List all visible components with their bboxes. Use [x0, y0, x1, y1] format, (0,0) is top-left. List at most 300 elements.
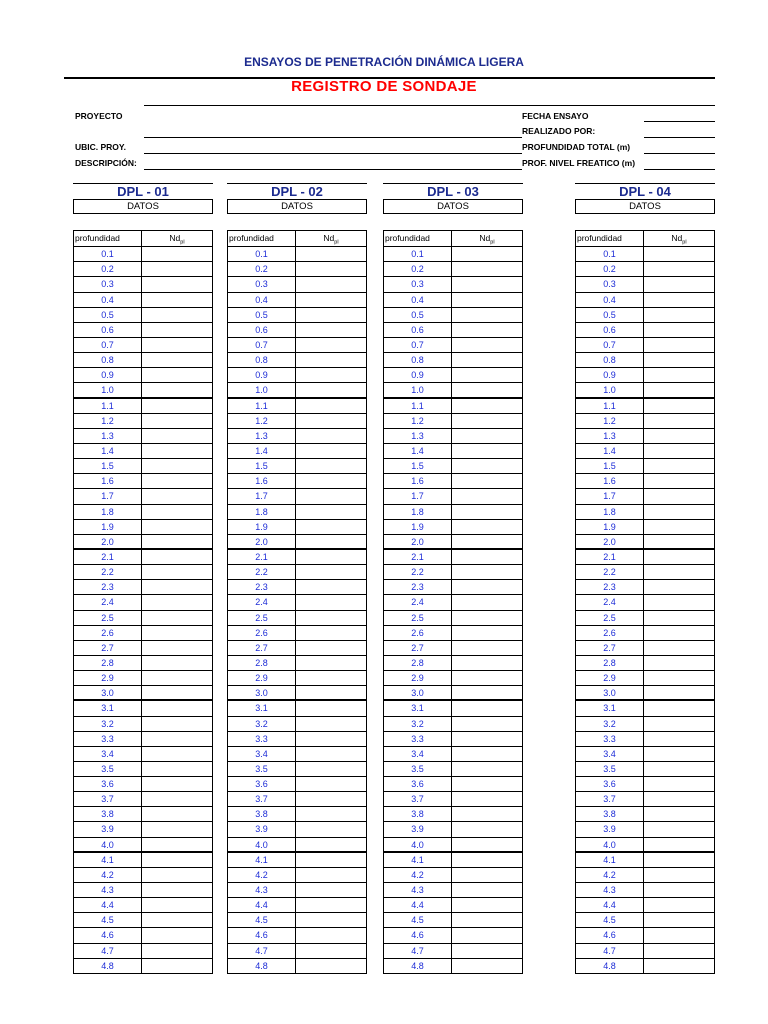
nd-value-cell[interactable]	[452, 883, 522, 897]
nd-value-cell[interactable]	[644, 762, 714, 776]
nd-value-cell[interactable]	[142, 656, 212, 670]
nd-value-cell[interactable]	[452, 293, 522, 307]
nd-value-cell[interactable]	[452, 807, 522, 821]
column-header-profundidad: profundidad	[228, 231, 296, 246]
table-row	[576, 564, 714, 579]
table-row	[576, 776, 714, 791]
panel-title: DPL - 03	[383, 183, 523, 201]
column-header-nd	[142, 231, 212, 246]
depth-cell: 0.4	[576, 293, 644, 307]
table-row	[228, 776, 366, 791]
nd-value-cell[interactable]	[296, 913, 366, 927]
nd-value-cell[interactable]	[644, 611, 714, 625]
nd-value-cell[interactable]	[644, 353, 714, 367]
ubic-proy-field[interactable]	[144, 153, 522, 154]
nd-value-cell[interactable]	[142, 293, 212, 307]
nd-value-cell[interactable]	[296, 444, 366, 458]
nd-value-cell[interactable]	[142, 565, 212, 579]
nd-value-cell[interactable]	[452, 611, 522, 625]
table-row	[228, 352, 366, 367]
nd-value-cell[interactable]	[142, 429, 212, 443]
table-row	[576, 579, 714, 594]
nd-value-cell[interactable]	[452, 535, 522, 548]
panel-title: DPL - 02	[227, 183, 367, 201]
nd-value-cell[interactable]	[644, 944, 714, 958]
nd-value-cell[interactable]	[142, 399, 212, 413]
nd-value-cell[interactable]	[142, 308, 212, 322]
table-row	[228, 670, 366, 685]
nd-value-cell[interactable]	[644, 368, 714, 382]
depth-cell: 3.2	[384, 717, 452, 731]
nd-value-cell[interactable]	[452, 277, 522, 291]
nd-value-cell[interactable]	[452, 520, 522, 534]
nd-value-cell[interactable]	[644, 807, 714, 821]
nd-value-cell[interactable]	[142, 535, 212, 548]
nd-value-cell[interactable]	[644, 489, 714, 503]
nd-value-cell[interactable]	[644, 429, 714, 443]
depth-cell: 1.2	[228, 414, 296, 428]
column-header-nd	[452, 231, 522, 246]
nd-value-cell[interactable]	[452, 565, 522, 579]
table-row	[576, 428, 714, 443]
nd-value-cell[interactable]	[142, 777, 212, 791]
nd-value-cell[interactable]	[142, 717, 212, 731]
table-row	[384, 958, 522, 973]
column-header-nd	[296, 231, 366, 246]
depth-cell: 4.2	[228, 868, 296, 882]
nd-value-cell[interactable]	[142, 550, 212, 564]
nd-value-cell[interactable]	[644, 777, 714, 791]
table-row	[384, 504, 522, 519]
nd-value-cell[interactable]	[296, 792, 366, 806]
nd-value-cell[interactable]	[296, 505, 366, 519]
depth-cell: 1.8	[384, 505, 452, 519]
nd-value-cell[interactable]	[644, 565, 714, 579]
nd-value-cell[interactable]	[296, 762, 366, 776]
nd-value-cell[interactable]	[296, 838, 366, 851]
nd-value-cell[interactable]	[644, 459, 714, 473]
nd-value-cell[interactable]	[296, 747, 366, 761]
nd-value-cell[interactable]	[296, 353, 366, 367]
nd-value-cell[interactable]	[142, 277, 212, 291]
depth-cell: 0.8	[576, 353, 644, 367]
depth-cell: 0.3	[576, 277, 644, 291]
nd-value-cell[interactable]	[452, 383, 522, 396]
depth-cell: 3.1	[228, 701, 296, 715]
nd-value-cell[interactable]	[644, 247, 714, 261]
nd-value-cell[interactable]	[296, 959, 366, 973]
table-row	[576, 413, 714, 428]
table-row	[576, 443, 714, 458]
table-row	[228, 867, 366, 882]
nd-value-cell[interactable]	[452, 732, 522, 746]
nd-value-cell[interactable]	[644, 928, 714, 942]
nd-value-cell[interactable]	[644, 717, 714, 731]
depth-cell: 1.9	[228, 520, 296, 534]
nd-value-cell[interactable]	[644, 838, 714, 851]
table-row	[576, 852, 714, 867]
table-row	[384, 882, 522, 897]
table-row	[384, 292, 522, 307]
nd-value-cell[interactable]	[296, 717, 366, 731]
depth-cell: 1.3	[74, 429, 142, 443]
depth-cell: 2.8	[576, 656, 644, 670]
nd-value-cell[interactable]	[452, 489, 522, 503]
profundidad-total-field[interactable]	[644, 153, 715, 154]
nd-value-cell[interactable]	[644, 686, 714, 699]
depth-cell: 3.1	[74, 701, 142, 715]
table-row	[576, 246, 714, 261]
depth-cell: 4.6	[576, 928, 644, 942]
nd-value-cell[interactable]	[644, 262, 714, 276]
nd-value-cell[interactable]	[296, 686, 366, 699]
depth-cell: 4.5	[576, 913, 644, 927]
depth-cell: 1.7	[74, 489, 142, 503]
nd-value-cell[interactable]	[142, 626, 212, 640]
depth-cell: 0.6	[576, 323, 644, 337]
nd-value-cell[interactable]	[296, 868, 366, 882]
nd-value-cell[interactable]	[644, 383, 714, 396]
depth-cell: 1.3	[384, 429, 452, 443]
table-row	[74, 564, 212, 579]
nd-value-cell[interactable]	[142, 474, 212, 488]
nd-value-cell[interactable]	[452, 671, 522, 685]
nd-value-cell[interactable]	[142, 520, 212, 534]
nd-value-cell[interactable]	[142, 338, 212, 352]
nd-value-cell[interactable]	[452, 353, 522, 367]
table-row	[74, 943, 212, 958]
prof-nivel-freatico-field[interactable]	[644, 169, 715, 170]
depth-cell: 3.4	[576, 747, 644, 761]
nd-value-cell[interactable]	[296, 489, 366, 503]
table-row	[384, 867, 522, 882]
table-row	[74, 655, 212, 670]
table-row	[228, 382, 366, 397]
nd-value-cell[interactable]	[142, 580, 212, 594]
nd-value-cell[interactable]	[142, 505, 212, 519]
nd-value-cell[interactable]	[452, 913, 522, 927]
table-row	[228, 307, 366, 322]
nd-value-cell[interactable]	[452, 959, 522, 973]
depth-cell: 2.3	[384, 580, 452, 594]
nd-value-cell[interactable]	[452, 550, 522, 564]
table-row	[74, 882, 212, 897]
nd-value-cell[interactable]	[296, 262, 366, 276]
table-row	[576, 610, 714, 625]
nd-value-cell[interactable]	[296, 641, 366, 655]
table-row	[384, 716, 522, 731]
table-row	[384, 534, 522, 549]
depth-cell: 0.1	[74, 247, 142, 261]
table-row	[74, 776, 212, 791]
nd-value-cell[interactable]	[296, 595, 366, 609]
nd-value-cell[interactable]	[644, 505, 714, 519]
nd-value-cell[interactable]	[296, 580, 366, 594]
table-row	[384, 473, 522, 488]
depth-cell: 1.4	[576, 444, 644, 458]
nd-value-cell[interactable]	[644, 822, 714, 836]
table-row	[228, 610, 366, 625]
nd-value-cell[interactable]	[142, 353, 212, 367]
nd-value-cell[interactable]	[452, 868, 522, 882]
nd-value-cell[interactable]	[296, 611, 366, 625]
nd-value-cell[interactable]	[452, 792, 522, 806]
depth-cell: 2.9	[576, 671, 644, 685]
datos-box: DATOS	[575, 199, 715, 214]
depth-cell: 2.7	[576, 641, 644, 655]
table-row	[74, 897, 212, 912]
table-row	[576, 731, 714, 746]
nd-value-cell[interactable]	[142, 701, 212, 715]
nd-value-cell[interactable]	[296, 520, 366, 534]
depth-cell: 4.3	[576, 883, 644, 897]
nd-value-cell[interactable]	[452, 626, 522, 640]
nd-value-cell[interactable]	[296, 368, 366, 382]
nd-value-cell[interactable]	[142, 898, 212, 912]
nd-value-cell[interactable]	[452, 414, 522, 428]
nd-value-cell[interactable]	[142, 913, 212, 927]
table-row	[576, 837, 714, 852]
depth-table	[575, 230, 715, 974]
nd-value-cell[interactable]	[644, 641, 714, 655]
nd-value-cell[interactable]	[644, 701, 714, 715]
nd-value-cell[interactable]	[296, 323, 366, 337]
nd-value-cell[interactable]	[296, 626, 366, 640]
table-row	[576, 685, 714, 700]
nd-value-cell[interactable]	[142, 959, 212, 973]
table-row	[228, 943, 366, 958]
nd-value-cell[interactable]	[296, 732, 366, 746]
nd-value-cell[interactable]	[296, 883, 366, 897]
depth-cell: 4.3	[228, 883, 296, 897]
nd-value-cell[interactable]	[452, 474, 522, 488]
nd-value-cell[interactable]	[142, 853, 212, 867]
nd-value-cell[interactable]	[142, 822, 212, 836]
table-row	[576, 594, 714, 609]
column-header-nd-text: Nd	[323, 233, 335, 243]
nd-value-cell[interactable]	[142, 732, 212, 746]
nd-value-cell[interactable]	[142, 595, 212, 609]
nd-value-cell[interactable]	[644, 323, 714, 337]
nd-value-cell[interactable]	[452, 505, 522, 519]
nd-value-cell[interactable]	[296, 247, 366, 261]
depth-cell: 4.7	[74, 944, 142, 958]
nd-value-cell[interactable]	[452, 762, 522, 776]
fecha-ensayo-field[interactable]	[644, 121, 715, 122]
table-row	[228, 398, 366, 413]
nd-value-cell[interactable]	[142, 838, 212, 851]
right-header-top-line	[522, 105, 715, 106]
nd-value-cell[interactable]	[452, 595, 522, 609]
depth-cell: 4.4	[576, 898, 644, 912]
nd-value-cell[interactable]	[142, 383, 212, 396]
nd-value-cell[interactable]	[644, 898, 714, 912]
nd-value-cell[interactable]	[644, 868, 714, 882]
table-row	[576, 504, 714, 519]
nd-value-cell[interactable]	[142, 944, 212, 958]
nd-value-cell[interactable]	[296, 671, 366, 685]
nd-value-cell[interactable]	[296, 535, 366, 548]
nd-value-cell[interactable]	[296, 944, 366, 958]
depth-cell: 2.8	[74, 656, 142, 670]
nd-value-cell[interactable]	[644, 474, 714, 488]
depth-cell: 2.6	[576, 626, 644, 640]
nd-value-cell[interactable]	[296, 701, 366, 715]
table-row	[384, 276, 522, 291]
depth-cell: 2.8	[384, 656, 452, 670]
nd-value-cell[interactable]	[452, 459, 522, 473]
nd-value-cell[interactable]	[644, 913, 714, 927]
nd-value-cell[interactable]	[296, 277, 366, 291]
nd-value-cell[interactable]	[452, 747, 522, 761]
depth-cell: 4.8	[384, 959, 452, 973]
nd-value-cell[interactable]	[142, 792, 212, 806]
nd-value-cell[interactable]	[296, 656, 366, 670]
nd-value-cell[interactable]	[644, 656, 714, 670]
nd-value-cell[interactable]	[644, 338, 714, 352]
nd-value-cell[interactable]	[296, 414, 366, 428]
nd-value-cell[interactable]	[452, 338, 522, 352]
nd-value-cell[interactable]	[142, 323, 212, 337]
table-row	[384, 519, 522, 534]
nd-value-cell[interactable]	[452, 262, 522, 276]
nd-value-cell[interactable]	[644, 853, 714, 867]
descripcion-field[interactable]	[144, 169, 522, 170]
nd-value-cell[interactable]	[452, 777, 522, 791]
nd-value-cell[interactable]	[452, 247, 522, 261]
proyecto-field[interactable]	[144, 137, 522, 138]
nd-value-cell[interactable]	[644, 959, 714, 973]
nd-value-cell[interactable]	[296, 383, 366, 396]
nd-value-cell[interactable]	[452, 822, 522, 836]
nd-value-cell[interactable]	[452, 701, 522, 715]
nd-value-cell[interactable]	[142, 459, 212, 473]
nd-value-cell[interactable]	[142, 686, 212, 699]
nd-value-cell[interactable]	[142, 489, 212, 503]
table-row	[384, 594, 522, 609]
nd-value-cell[interactable]	[296, 429, 366, 443]
nd-value-cell[interactable]	[452, 928, 522, 942]
nd-value-cell[interactable]	[142, 368, 212, 382]
depth-cell: 0.5	[384, 308, 452, 322]
nd-value-cell[interactable]	[644, 414, 714, 428]
nd-value-cell[interactable]	[644, 444, 714, 458]
nd-value-cell[interactable]	[644, 277, 714, 291]
depth-cell: 1.1	[384, 399, 452, 413]
nd-value-cell[interactable]	[296, 399, 366, 413]
depth-cell: 0.1	[228, 247, 296, 261]
table-row	[228, 852, 366, 867]
nd-value-cell[interactable]	[452, 323, 522, 337]
nd-value-cell[interactable]	[644, 626, 714, 640]
depth-cell: 0.3	[228, 277, 296, 291]
nd-value-cell[interactable]	[452, 898, 522, 912]
table-row	[576, 488, 714, 503]
nd-value-cell[interactable]	[296, 777, 366, 791]
nd-value-cell[interactable]	[142, 928, 212, 942]
nd-value-cell[interactable]	[296, 459, 366, 473]
nd-value-cell[interactable]	[296, 853, 366, 867]
table-row	[384, 685, 522, 700]
table-row	[74, 458, 212, 473]
nd-value-cell[interactable]	[644, 747, 714, 761]
nd-value-cell[interactable]	[644, 883, 714, 897]
nd-value-cell[interactable]	[452, 429, 522, 443]
nd-value-cell[interactable]	[644, 671, 714, 685]
nd-value-cell[interactable]	[296, 308, 366, 322]
nd-value-cell[interactable]	[452, 656, 522, 670]
nd-value-cell[interactable]	[644, 520, 714, 534]
nd-value-cell[interactable]	[452, 444, 522, 458]
nd-value-cell[interactable]	[142, 883, 212, 897]
table-row	[576, 458, 714, 473]
nd-value-cell[interactable]	[452, 838, 522, 851]
table-row	[228, 685, 366, 700]
nd-value-cell[interactable]	[644, 792, 714, 806]
table-row	[384, 776, 522, 791]
nd-value-cell[interactable]	[644, 550, 714, 564]
nd-value-cell[interactable]	[644, 535, 714, 548]
nd-value-cell[interactable]	[452, 717, 522, 731]
nd-value-cell[interactable]	[142, 444, 212, 458]
nd-value-cell[interactable]	[296, 338, 366, 352]
nd-value-cell[interactable]	[296, 898, 366, 912]
nd-value-cell[interactable]	[644, 399, 714, 413]
depth-cell: 0.7	[74, 338, 142, 352]
table-row	[384, 382, 522, 397]
nd-value-cell[interactable]	[644, 732, 714, 746]
depth-cell: 3.8	[576, 807, 644, 821]
nd-value-cell[interactable]	[644, 580, 714, 594]
nd-value-cell[interactable]	[296, 822, 366, 836]
nd-value-cell[interactable]	[452, 853, 522, 867]
depth-cell: 3.1	[384, 701, 452, 715]
nd-value-cell[interactable]	[452, 944, 522, 958]
nd-value-cell[interactable]	[452, 368, 522, 382]
depth-cell: 0.8	[74, 353, 142, 367]
nd-value-cell[interactable]	[644, 308, 714, 322]
nd-value-cell[interactable]	[296, 293, 366, 307]
nd-value-cell[interactable]	[452, 641, 522, 655]
nd-value-cell[interactable]	[142, 868, 212, 882]
nd-value-cell[interactable]	[452, 686, 522, 699]
nd-value-cell[interactable]	[142, 611, 212, 625]
nd-value-cell[interactable]	[452, 308, 522, 322]
nd-value-cell[interactable]	[142, 414, 212, 428]
nd-value-cell[interactable]	[296, 474, 366, 488]
nd-value-cell[interactable]	[644, 293, 714, 307]
nd-value-cell[interactable]	[142, 747, 212, 761]
nd-value-cell[interactable]	[452, 399, 522, 413]
table-row	[384, 352, 522, 367]
nd-value-cell[interactable]	[296, 928, 366, 942]
nd-value-cell[interactable]	[296, 550, 366, 564]
nd-value-cell[interactable]	[644, 595, 714, 609]
depth-cell: 0.6	[384, 323, 452, 337]
nd-value-cell[interactable]	[142, 262, 212, 276]
nd-value-cell[interactable]	[142, 671, 212, 685]
nd-value-cell[interactable]	[142, 247, 212, 261]
nd-value-cell[interactable]	[296, 565, 366, 579]
nd-value-cell[interactable]	[142, 641, 212, 655]
table-row	[576, 791, 714, 806]
table-row	[228, 367, 366, 382]
realizado-por-field[interactable]	[644, 137, 715, 138]
nd-value-cell[interactable]	[452, 580, 522, 594]
nd-value-cell[interactable]	[142, 807, 212, 821]
nd-value-cell[interactable]	[296, 807, 366, 821]
nd-value-cell[interactable]	[142, 762, 212, 776]
